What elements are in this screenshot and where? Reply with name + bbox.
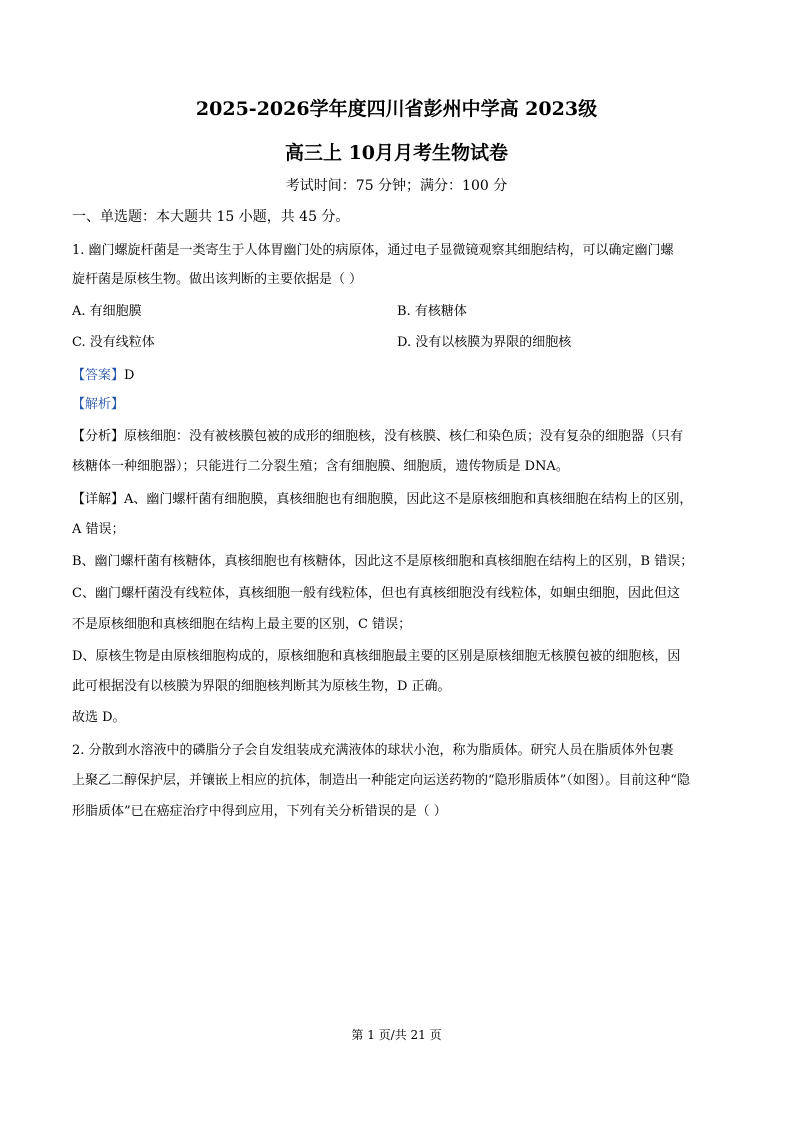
- q2-stem-line3: 形脂质体”已在癌症治疗中得到应用，下列有关分析错误的是（ ）: [72, 804, 447, 819]
- xiangjie-line4: C、幽门螺杆菌没有线粒体，真核细胞一般有线粒体，但也有真核细胞没有线粒体，如蛔虫细胞，因此但这: [72, 586, 680, 601]
- xiangjie-line1: [72, 491, 692, 509]
- page-title-line1: 2025-2026学年度四川省彭州中学高 2023级: [195, 98, 598, 120]
- q2-stem-line2: 上聚乙二醇保护层，并镶嵌上相应的抗体，制造出一种能定向运送药物的“隐形脂质体”（如图）。目前这种“隐: [72, 773, 690, 788]
- xiangjie-line7: 此可根据没有以核膜为界限的细胞核判断其为原核生物，D 正确。: [72, 679, 451, 694]
- xiangjie-line2: A 错误；: [72, 522, 125, 537]
- q1-answer: [72, 367, 134, 385]
- fenxi-tag: 【分析】: [72, 429, 125, 444]
- q2-stem-line1: 2. 分散到水溶液中的磷脂分子会自发组装成充满液体的球状小泡，称为脂质体。研究人员在脂质体外包裹: [72, 743, 674, 758]
- q1-stem-line2: 旋杆菌是原核生物。做出该判断的主要依据是（ ）: [72, 272, 363, 287]
- xiangjie-text1: A、幽门螺杆菌有细胞膜，真核细胞也有细胞膜，因此这不是原核细胞和真核细胞在结构上的区别，: [124, 492, 693, 507]
- q1-option-b: B. 有核糖体: [397, 304, 467, 319]
- xiangjie-line3: B、幽门螺杆菌有核糖体，真核细胞也有核糖体，因此这不是原核细胞和真核细胞在结构上的区别，B 错误；: [72, 554, 694, 569]
- page-footer: 第 1 页/共 21 页: [351, 1028, 442, 1042]
- xiangjie-line5: 不是原核细胞和真核细胞在结构上最主要的区别，C 错误；: [72, 617, 412, 632]
- q1-option-a: A. 有细胞膜: [72, 304, 142, 319]
- q1-option-c: C. 没有线粒体: [72, 335, 155, 350]
- q1-conclusion: 故选 D。: [72, 710, 126, 725]
- xiangjie-tag: 【详解】: [72, 492, 125, 507]
- fenxi-line2: 核糖体一种细胞器）；只能进行二分裂生殖；含有细胞膜、细胞质，遗传物质是 DNA。: [72, 459, 569, 474]
- fenxi-text1: 原核细胞：没有被核膜包被的成形的细胞核，没有核膜、核仁和染色质；没有复杂的细胞器（只有: [124, 429, 684, 444]
- fenxi-line1: [72, 428, 683, 446]
- answer-tag: 【答案】: [72, 368, 125, 383]
- q1-stem-line1: 1. 幽门螺旋杆菌是一类寄生于人体胃幽门处的病原体，通过电子显微镜观察其细胞结构，可以确定幽门螺: [72, 243, 674, 258]
- q1-option-d: D. 没有以核膜为界限的细胞核: [397, 335, 572, 350]
- section-heading: 一、单选题：本大题共 15 小题，共 45 分。: [72, 209, 350, 225]
- xiangjie-line6: D、原核生物是由原核细胞构成的，原核细胞和真核细胞最主要的区别是原核细胞无核膜包被的细胞核，因: [72, 649, 681, 664]
- page-title-line2: 高三上 10月月考生物试卷: [284, 142, 509, 164]
- analysis-tag: 【解析】: [72, 397, 125, 412]
- answer-value: D: [124, 368, 135, 383]
- exam-info: 考试时间：75 分钟；满分：100 分: [285, 178, 508, 194]
